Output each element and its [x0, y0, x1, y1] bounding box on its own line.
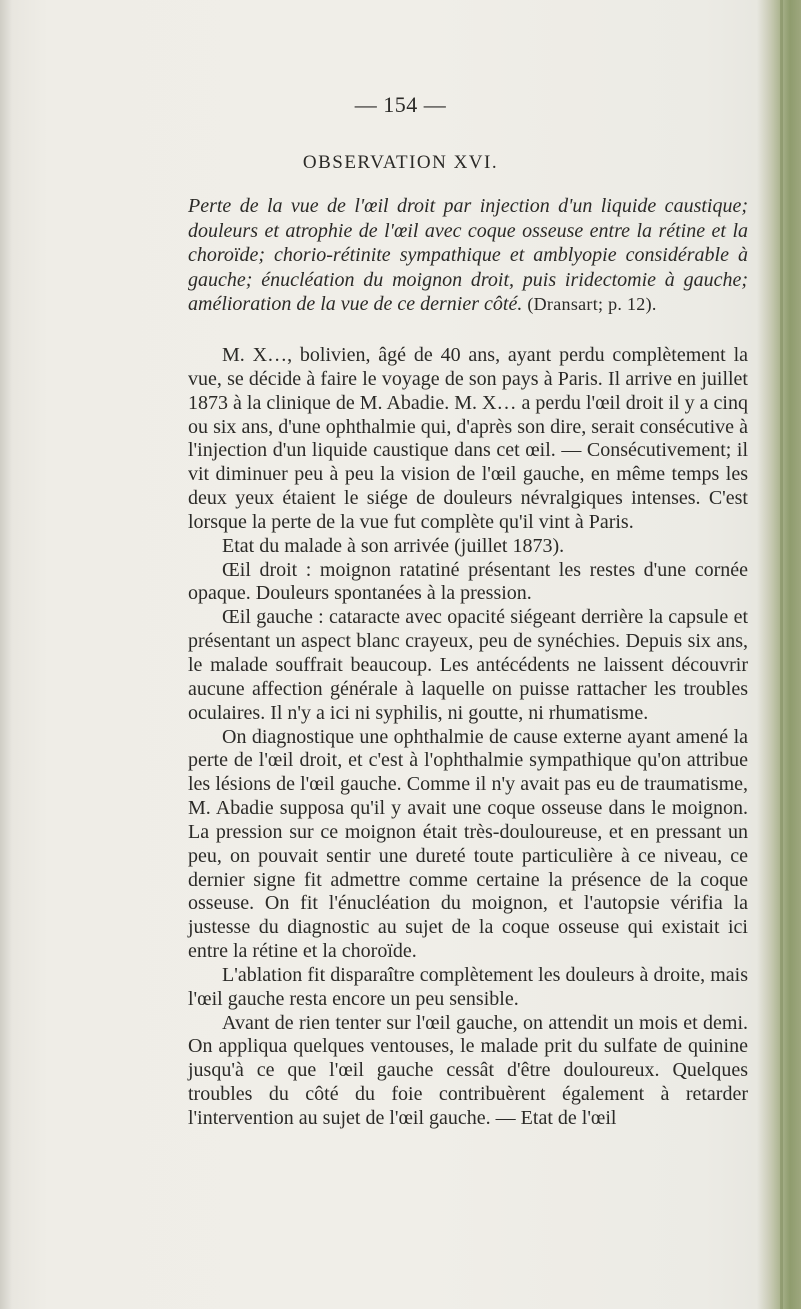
paragraph-ablation: L'ablation fit disparaître complètement les douleurs à droite, mais l'œil gauche resta encore un peu sensible.: [188, 963, 748, 1010]
summary-citation: (Dransart; p. 12).: [527, 294, 657, 314]
book-spine: [757, 0, 801, 1309]
paragraph-state-on-arrival: Etat du malade à son arrivée (juillet 1873).: [222, 534, 565, 557]
paragraph-left-eye: Œil gauche : cataracte avec opacité siégeant derrière la capsule et présentant un aspect blanc crayeux, peu de synéchies. Depuis six ans, le malade souffrait beaucoup. Les antécédents ne laissent découvrir aucune affection générale à laquelle on puisse rattacher les troubles oculaires. Il n'y a ici ni syphilis, ni goutte, ni rhumatisme.: [188, 606, 748, 724]
observation-summary: [188, 194, 748, 317]
page-edge-shadow: [0, 0, 12, 1309]
paragraph-treatment: Avant de rien tenter sur l'œil gauche, on attendit un mois et demi. On appliqua quelques ventouses, le malade prit du sulfate de quinine jusqu'à ce que l'œil gauche cessât d'être douloureux. Quelques troubles du côté du foie contribuèrent également à retarder l'intervention au sujet de l'œil gauche. — Etat de l'œil: [188, 1011, 748, 1129]
summary-text: Perte de la vue de l'œil droit par injection d'un liquide caustique; douleurs et atrophie de l'œil avec coque osseuse entre la rétine et la choroïde; chorio-rétinite sympathique et amblyopie considérable à gauche; énucléation du moignon droit, puis iridectomie à gauche; amélioration de la vue de ce dernier côté.: [188, 195, 748, 315]
page-number: — 154 —: [354, 92, 447, 117]
observation-title: OBSERVATION XVI.: [302, 152, 499, 173]
observation-body: [188, 344, 748, 1131]
spine-binding-line: [780, 0, 783, 1309]
paragraph-diagnosis: On diagnostique une ophthalmie de cause externe ayant amené la perte de l'œil droit, et c'est à l'ophthalmie sympathique qu'on attribue les lésions de l'œil gauche. Comme il n'y avait pas eu de traumatisme, M. Abadie supposa qu'il y avait une coque osseuse dans le moignon. La pression sur ce moignon était très-douloureuse, et en pressant un peu, on pouvait sentir une dureté toute particulière à ce niveau, ce dernier signe fit admettre comme certaine la présence de la coque osseuse. On fit l'énucléation du moignon, et l'autopsie vérifia la justesse du diagnostic au sujet de la coque osseuse qui existait ici entre la rétine et la choroïde.: [188, 725, 748, 963]
paragraph-right-eye: Œil droit : moignon ratatiné présentant les restes d'une cornée opaque. Douleurs spontanées à la pression.: [188, 558, 748, 605]
paragraph-patient-history: M. X…, bolivien, âgé de 40 ans, ayant perdu complètement la vue, se décide à faire le voyage de son pays à Paris. Il arrive en juillet 1873 à la clinique de M. Abadie. M. X… a perdu l'œil droit il y a cinq ou six ans, d'une ophthalmie qui, d'après son dire, serait consécutive à l'injection d'un liquide caustique dans cet œil. — Consécutivement; il vit diminuer peu à peu la vision de l'œil gauche, en même temps les deux yeux étaient le siége de douleurs névralgiques intenses. C'est lorsque la perte de la vue fut complète qu'il vint à Paris.: [188, 344, 748, 533]
